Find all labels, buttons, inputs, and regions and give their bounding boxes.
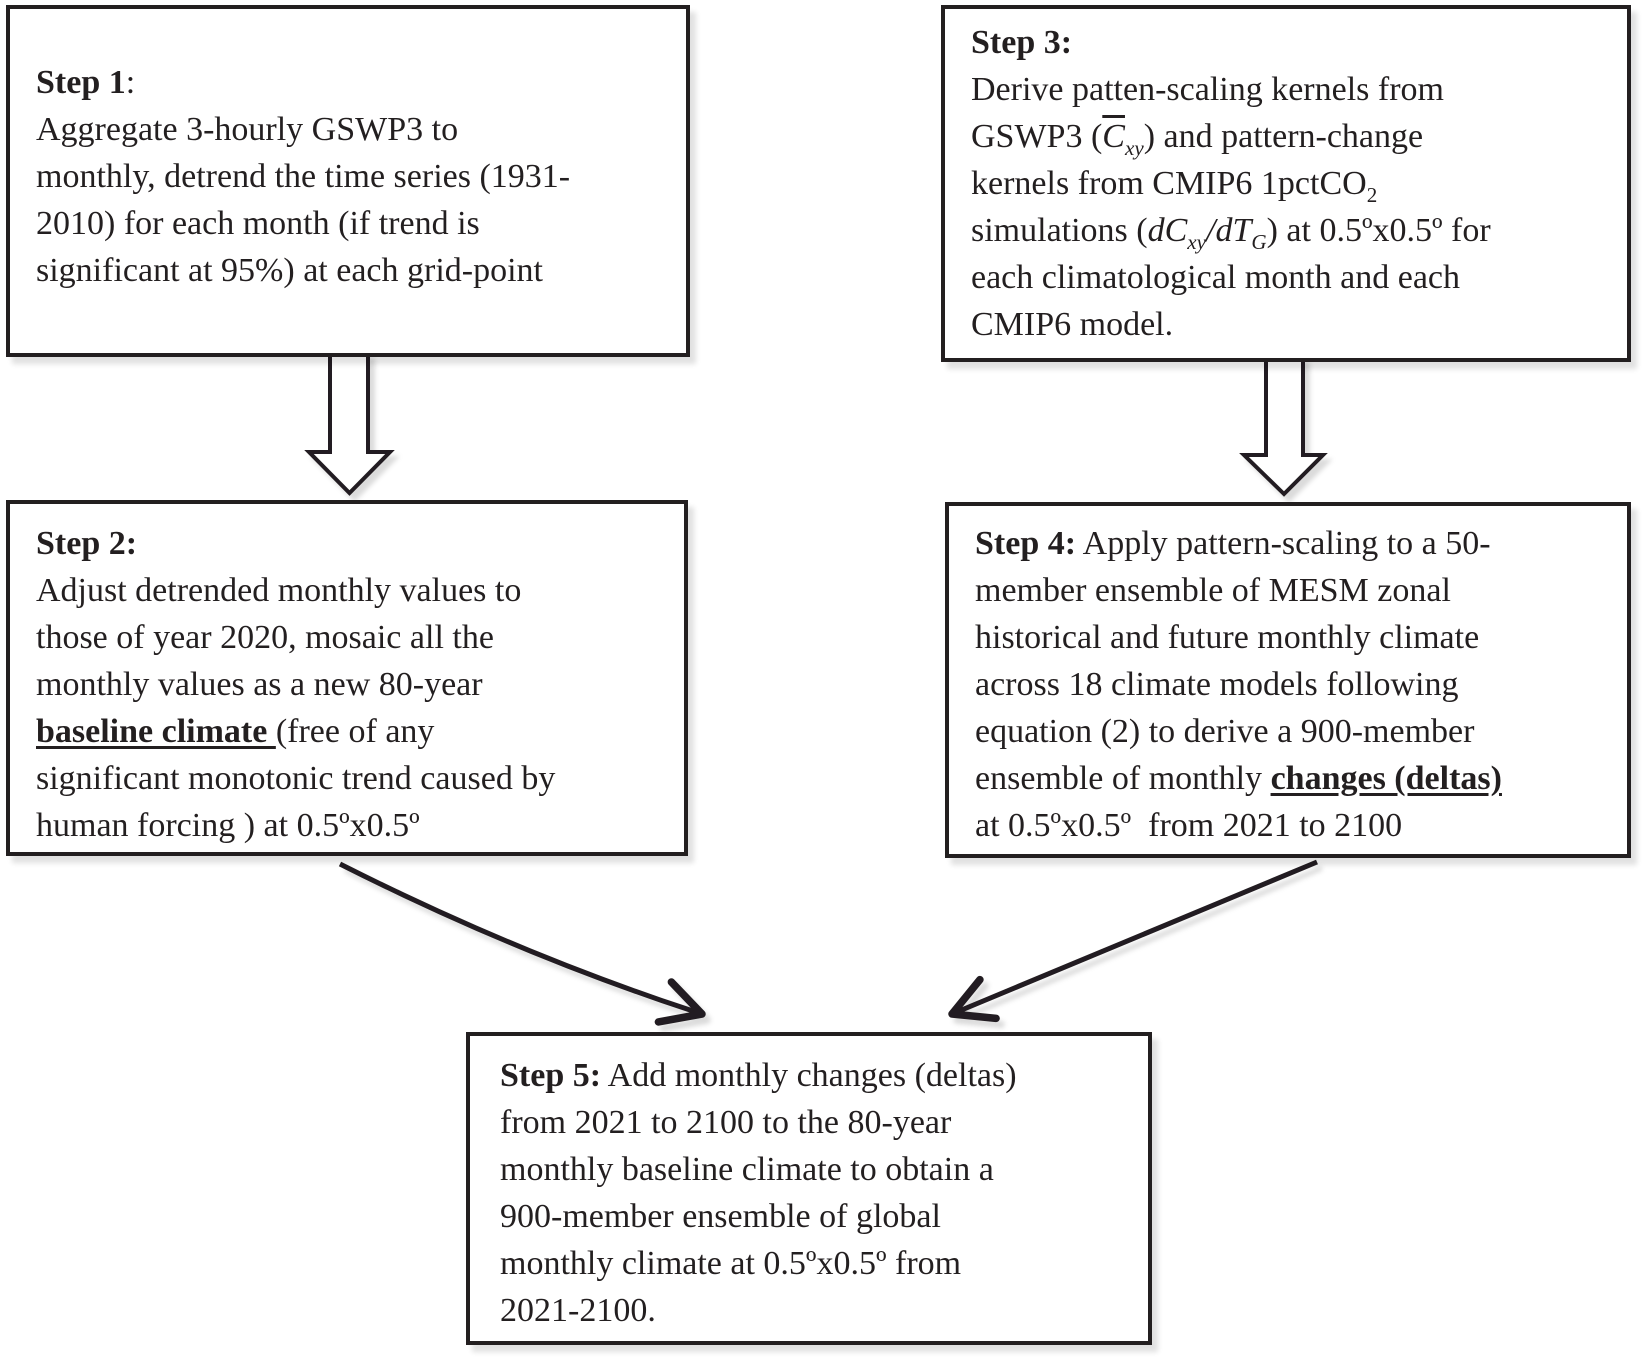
text-line: significant at 95%) at each grid-point [36,252,543,289]
text-line: from 2021 to 2100 to the 80-year [500,1104,952,1141]
text-line: monthly climate at 0.5ºx0.5º from [500,1245,962,1282]
text-line: Aggregate 3-hourly GSWP3 to [36,111,459,148]
text-line: CMIP6 model. [971,306,1174,343]
text-line: 2010) for each month (if trend is [36,205,480,242]
step-3-text [971,19,1627,348]
line-arrow-step2-to-step5-icon [340,864,702,1014]
flowchart-box-step-5 [466,1032,1152,1345]
block-arrow-step3-to-step4-icon [1244,358,1323,494]
block-arrow-step1-to-step2-icon [309,354,390,493]
flowchart-box-step-2 [6,500,688,856]
text-line: Step 2: [36,525,138,562]
step-2-text [36,520,684,849]
text-line: 900-member ensemble of global [500,1198,941,1235]
text-line: across 18 climate models following [975,666,1459,703]
text-line: monthly, detrend the time series (1931- [36,158,571,195]
text-line: Step 5: Add monthly changes (deltas) [500,1057,1017,1094]
text-line: equation (2) to derive a 900-member [975,713,1475,750]
flowchart-box-step-1 [6,5,690,357]
text-line: monthly baseline climate to obtain a [500,1151,994,1188]
text-line: monthly values as a new 80-year [36,666,483,703]
text-line: significant monotonic trend caused by [36,760,556,797]
text-line: Step 4: Apply pattern-scaling to a 50- [975,525,1491,562]
text-line: Step 1: [36,64,136,101]
text-line: historical and future monthly climate [975,619,1480,656]
text-line: human forcing ) at 0.5ºx0.5º [36,807,420,844]
text-line: ensemble of monthly changes (deltas) [975,760,1502,797]
flowchart-box-step-3 [941,5,1631,362]
text-line: those of year 2020, mosaic all the [36,619,494,656]
text-line: Step 3: [971,24,1073,61]
text-line: GSWP3 $(\overline{C}_{xy})$ and pattern-change [971,118,1424,160]
text-line: 2021-2100. [500,1292,656,1329]
text-line: Derive patten-scaling kernels from [971,71,1444,108]
step-5-text [500,1052,1148,1334]
text-line: simulations $(dC_{xy}/dT_G)$ at 0.5ºx0.5º for [971,212,1491,254]
text-line: at 0.5ºx0.5º from 2021 to 2100 [975,807,1403,844]
flowchart-box-step-4 [945,502,1631,858]
step-1-text [36,59,686,294]
line-arrow-step4-to-step5-icon [952,862,1317,1014]
step-4-text [975,520,1627,849]
text-line: baseline climate (free of any [36,713,435,750]
text-line: member ensemble of MESM zonal [975,572,1451,609]
text-line: Adjust detrended monthly values to [36,572,522,609]
text-line: each climatological month and each [971,259,1461,296]
text-line: kernels from CMIP6 1pctCO$_2$ [971,165,1378,207]
